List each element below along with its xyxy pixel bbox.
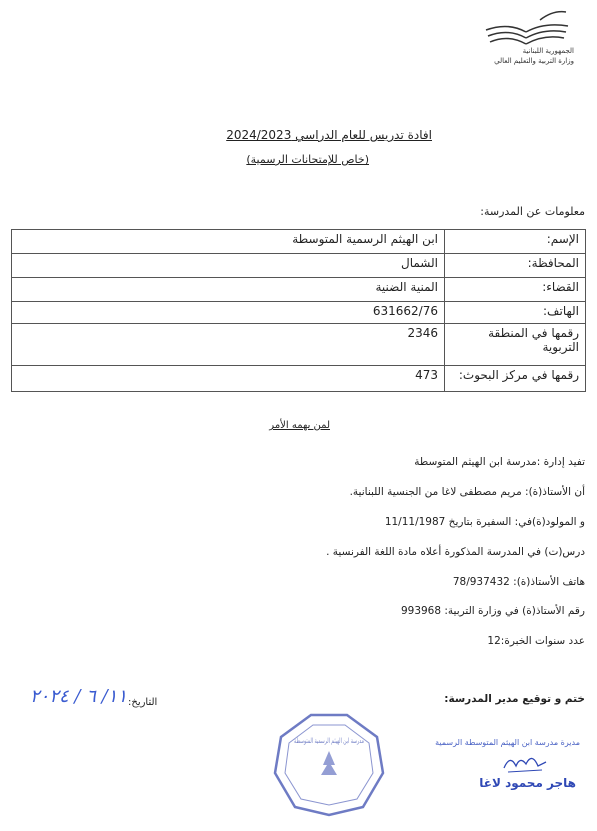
body-line-ministry-number: رقم الأستاذ(ة) في وزارة التربية: 993968 bbox=[400, 605, 585, 617]
signature-title: مديرة مدرسة ابن الهيثم المتوسطة الرسمية bbox=[435, 738, 580, 747]
governorate-value: الشمال bbox=[12, 254, 445, 278]
governorate-label: المحافظة: bbox=[445, 254, 586, 278]
signature-name: هاجر محمود لاغا bbox=[479, 776, 576, 790]
date-label: التاريخ: bbox=[128, 697, 158, 708]
regional-number-value: 2346 bbox=[12, 324, 445, 366]
book-logo-icon bbox=[478, 8, 573, 48]
research-center-value: 473 bbox=[12, 366, 445, 392]
principal-signature bbox=[430, 738, 580, 798]
phone-value: 631662/76 bbox=[12, 302, 445, 324]
principal-signature-label: ختم و توقيع مدير المدرسة: bbox=[444, 693, 585, 705]
table-row bbox=[12, 278, 586, 302]
body-line-teacher: أن الأستاذ(ة): مريم مصطفى لاغا من الجنسية اللبنانية. bbox=[349, 486, 585, 498]
body-line-teacher-phone: هاتف الأستاذ(ة): 78/937432 bbox=[452, 576, 585, 588]
to-whom-heading: لمن يهمه الأمر bbox=[269, 420, 330, 431]
handwritten-date: ١١/ ٦ / ٢٠٢٤ bbox=[30, 686, 127, 707]
table-row bbox=[12, 230, 586, 254]
republic-name: الجمهورية اللبنانية bbox=[522, 47, 574, 55]
section-title: معلومات عن المدرسة: bbox=[480, 205, 585, 218]
stamp-text: مدرسة ابن الهيثم الرسمية المتوسطة bbox=[294, 737, 365, 745]
document-subtitle: (خاص للإمتحانات الرسمية) bbox=[246, 153, 369, 166]
table-row bbox=[12, 366, 586, 392]
school-name-value: ابن الهيثم الرسمية المتوسطة bbox=[12, 230, 445, 254]
phone-label: الهاتف: bbox=[445, 302, 586, 324]
body-line-birth: و المولود(ة)في: السفيرة بتاريخ 11/11/1987 bbox=[384, 516, 585, 528]
body-line-administration: تفيد إدارة :مدرسة ابن الهيثم المتوسطة bbox=[414, 456, 585, 468]
body-line-experience: عدد سنوات الخبرة:12 bbox=[487, 635, 585, 647]
school-stamp bbox=[273, 713, 385, 817]
research-center-label: رقمها في مركز البحوث: bbox=[445, 366, 586, 392]
school-name-label: الإسم: bbox=[445, 230, 586, 254]
district-value: المنية الضنية bbox=[12, 278, 445, 302]
signature-scribble-icon bbox=[500, 750, 550, 774]
table-row bbox=[12, 302, 586, 324]
body-line-subject: درس(ت) في المدرسة المذكورة أعلاه مادة اللغة الفرنسية . bbox=[326, 546, 585, 558]
document-title: افادة تدريس للعام الدراسي 2024/2023 bbox=[226, 128, 432, 142]
ministry-name: وزارة التربية والتعليم العالي bbox=[494, 57, 574, 65]
school-info-table bbox=[11, 229, 586, 392]
table-row bbox=[12, 324, 586, 366]
regional-number-label: رقمها في المنطقة التربوية bbox=[445, 324, 586, 366]
logo-text bbox=[494, 46, 574, 66]
table-row bbox=[12, 254, 586, 278]
ministry-logo bbox=[470, 8, 580, 78]
district-label: القضاء: bbox=[445, 278, 586, 302]
cedar-icon bbox=[321, 751, 337, 775]
